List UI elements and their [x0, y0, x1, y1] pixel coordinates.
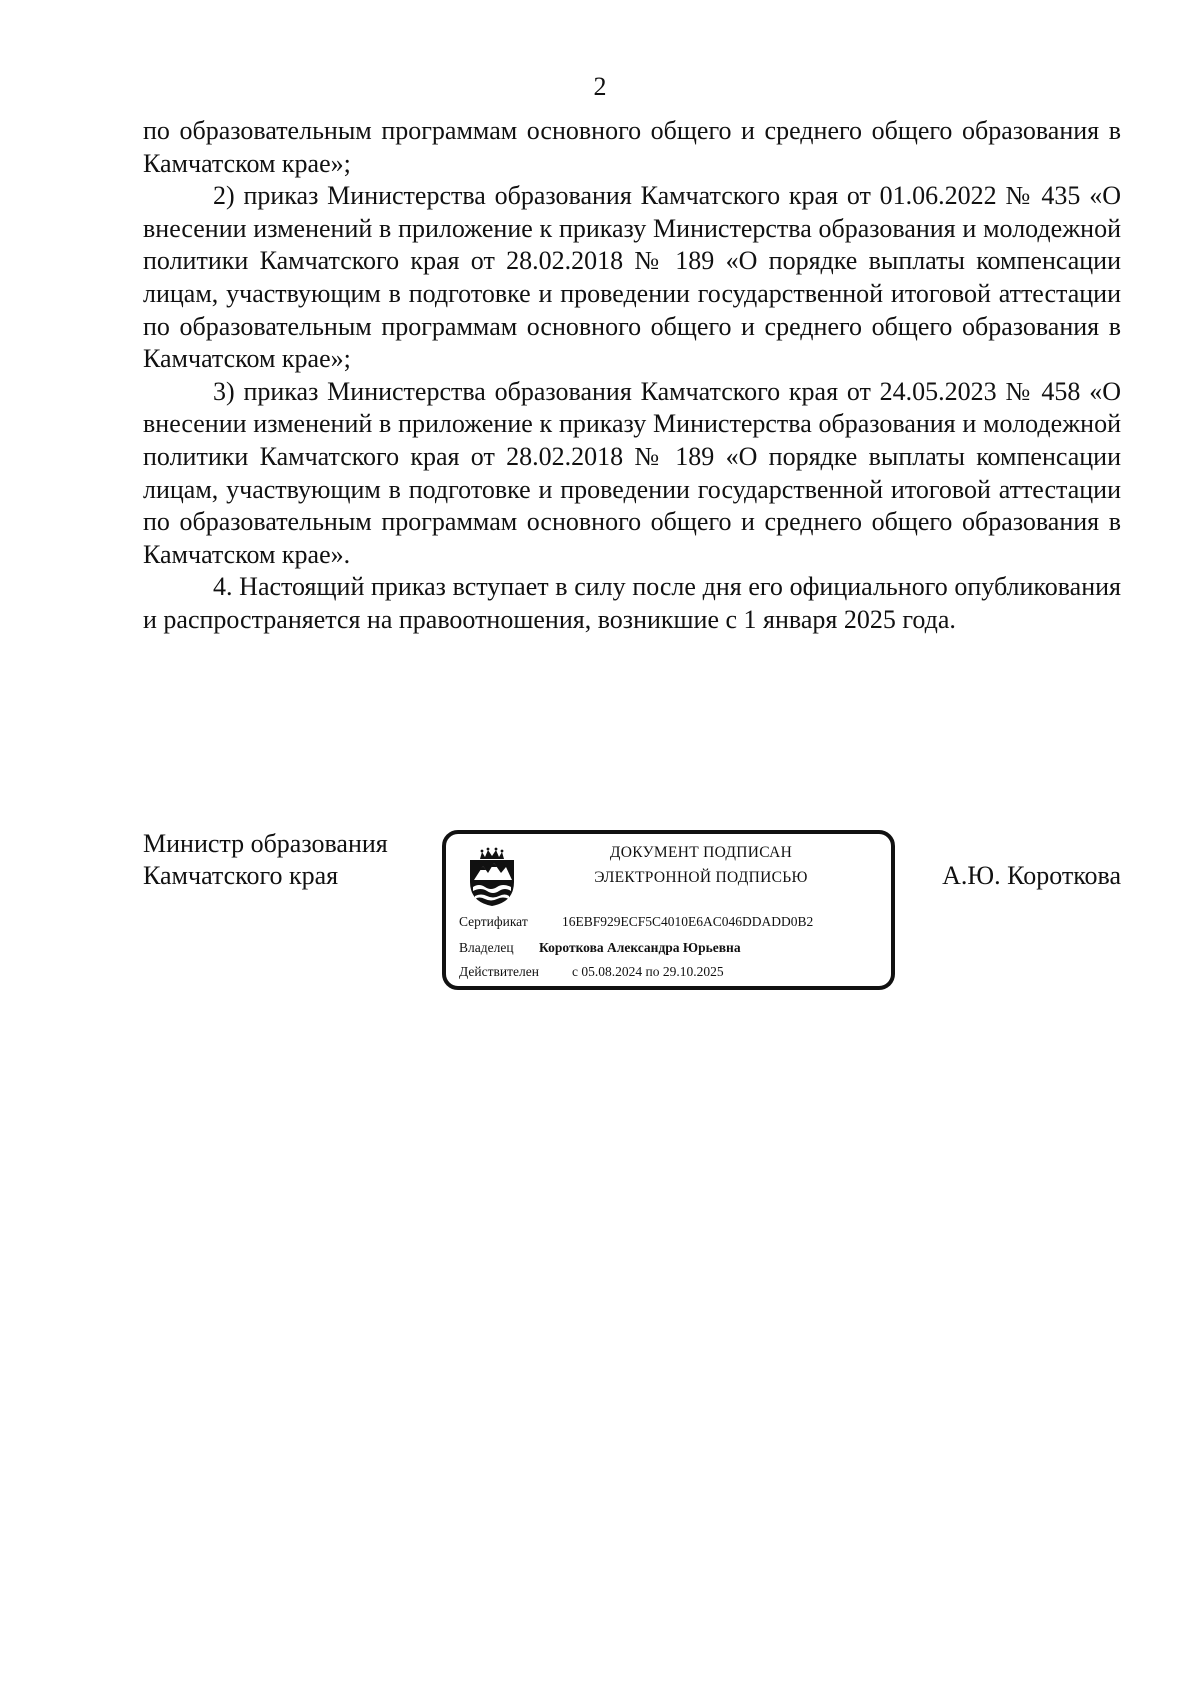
stamp-owner-row [459, 940, 741, 956]
page-number: 2 [593, 72, 607, 101]
stamp-validity-row [459, 964, 724, 980]
stamp-header-line2: ЭЛЕКТРОННОЙ ПОДПИСЬЮ [594, 869, 808, 886]
electronic-signature-stamp [442, 830, 895, 990]
document-body [143, 115, 1121, 637]
signer-title-line1: Министр образования [143, 829, 388, 858]
kamchatka-coat-of-arms-icon [466, 846, 518, 908]
owner-label: Владелец [459, 940, 514, 955]
certificate-label: Сертификат [459, 914, 528, 929]
validity-label: Действителен [459, 964, 539, 979]
validity-value: с 05.08.2024 по 29.10.2025 [572, 964, 724, 979]
paragraph-clause-4: 4. Настоящий приказ вступает в силу после дня его официального опубликования и распространяется на правоотношения, возникшие с 1 января 2025 года. [143, 572, 1121, 634]
stamp-header-line1: ДОКУМЕНТ ПОДПИСАН [609, 844, 793, 861]
signer-title-line2: Камчатского края [143, 861, 339, 890]
certificate-value: 16EBF929ECF5C4010E6AC046DDADD0B2 [562, 914, 814, 929]
stamp-certificate-row [459, 914, 813, 930]
paragraph-item-3: 3) приказ Министерства образования Камчатского края от 24.05.2023 № 458 «О внесении изменений в приложение к приказу Министерства образования и молодежной политики Камчатского края от 28.02.2018 № 189 «О порядке выплаты компенсации лицам, участвующим в подготовке и проведении государственной итоговой аттестации по образовательным программам основного общего и среднего общего образования в Камчатском крае». [143, 376, 1121, 569]
owner-value: Короткова Александра Юрьевна [539, 940, 741, 955]
paragraph-item-2: 2) приказ Министерства образования Камчатского края от 01.06.2022 № 435 «О внесении изменений в приложение к приказу Министерства образования и молодежной политики Камчатского края от 28.02.2018 № 189 «О порядке выплаты компенсации лицам, участвующим в подготовке и проведении государственной итоговой аттестации по образовательным программам основного общего и среднего общего образования в Камчатском крае»; [143, 181, 1121, 374]
paragraph-continuation: по образовательным программам основного общего и среднего общего образования в Камчатском крае»; [143, 116, 1121, 178]
signer-name: А.Ю. Короткова [942, 861, 1121, 890]
signer-title [143, 828, 388, 892]
